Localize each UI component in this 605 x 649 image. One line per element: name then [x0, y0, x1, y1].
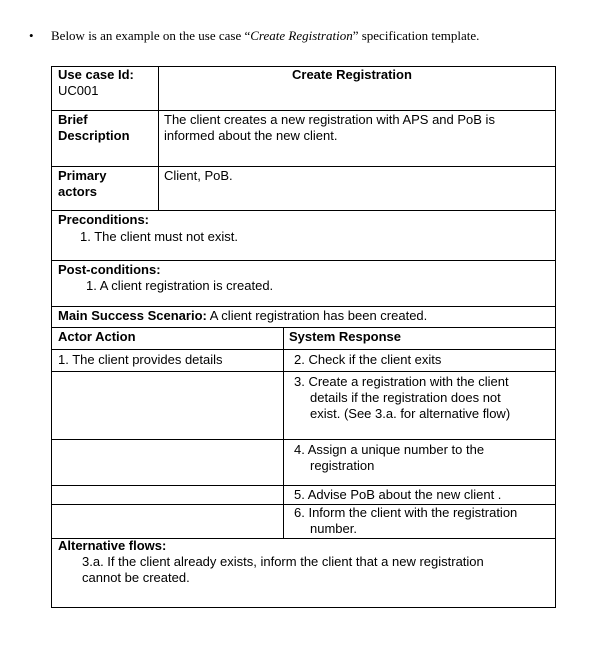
intro-prefix: Below is an example on the use case “ — [51, 28, 251, 43]
precondition-item: 1. The client must not exist. — [80, 229, 238, 244]
row-divider — [52, 349, 555, 350]
preconditions-label: Preconditions: — [58, 212, 150, 227]
postcondition-item: 1. A client registration is created. — [86, 278, 274, 293]
actor-action-header: Actor Action — [58, 329, 136, 344]
bullet-icon: • — [29, 28, 34, 43]
system-step-continuation: details if the registration does not — [310, 390, 501, 405]
use-case-title: Create Registration — [292, 67, 412, 82]
use-case-table — [51, 66, 556, 608]
intro-suffix: ” specification template. — [352, 28, 480, 43]
primary-actors-label-2: actors — [58, 184, 98, 199]
row-divider — [52, 110, 555, 111]
actor-step: 1. The client provides details — [58, 352, 223, 367]
mss-text: A client registration has been created. — [206, 308, 428, 323]
brief-description-label: Brief — [58, 112, 88, 127]
brief-description-text: The client creates a new registration with APS and PoB is — [164, 112, 495, 127]
row-divider — [52, 485, 555, 486]
system-step: 6. Inform the client with the registration — [294, 505, 518, 520]
intro-emphasis: Create Registration — [250, 28, 353, 43]
alternative-flows-label: Alternative flows: — [58, 538, 167, 553]
system-step: 3. Create a registration with the client — [294, 374, 509, 389]
brief-description-text-2: informed about the new client. — [164, 128, 338, 143]
row-divider — [52, 166, 555, 167]
use-case-id-label: Use case Id: — [58, 67, 134, 82]
system-step-continuation: number. — [310, 521, 357, 536]
column-divider — [283, 327, 284, 538]
system-step-continuation: exist. (See 3.a. for alternative flow) — [310, 406, 511, 421]
brief-description-label-2: Description — [58, 128, 130, 143]
system-step: 2. Check if the client exits — [294, 352, 442, 367]
primary-actors-value: Client, PoB. — [164, 168, 233, 183]
row-divider — [52, 306, 555, 307]
row-divider — [52, 327, 555, 328]
system-response-header: System Response — [289, 329, 401, 344]
intro-text — [51, 28, 479, 44]
column-divider — [158, 67, 159, 210]
row-divider — [52, 371, 555, 372]
alternative-flow-item-continuation: cannot be created. — [82, 570, 190, 585]
system-step: 4. Assign a unique number to the — [294, 442, 485, 457]
postconditions-label: Post-conditions: — [58, 262, 161, 277]
row-divider — [52, 210, 555, 211]
row-divider — [52, 439, 555, 440]
row-divider — [52, 260, 555, 261]
primary-actors-label: Primary — [58, 168, 107, 183]
main-success-scenario — [58, 308, 427, 324]
system-step-continuation: registration — [310, 458, 375, 473]
system-step: 5. Advise PoB about the new client . — [294, 487, 502, 502]
alternative-flow-item: 3.a. If the client already exists, inform the client that a new registration — [82, 554, 484, 569]
use-case-id-value: UC001 — [58, 83, 99, 98]
mss-label: Main Success Scenario: — [58, 308, 207, 323]
